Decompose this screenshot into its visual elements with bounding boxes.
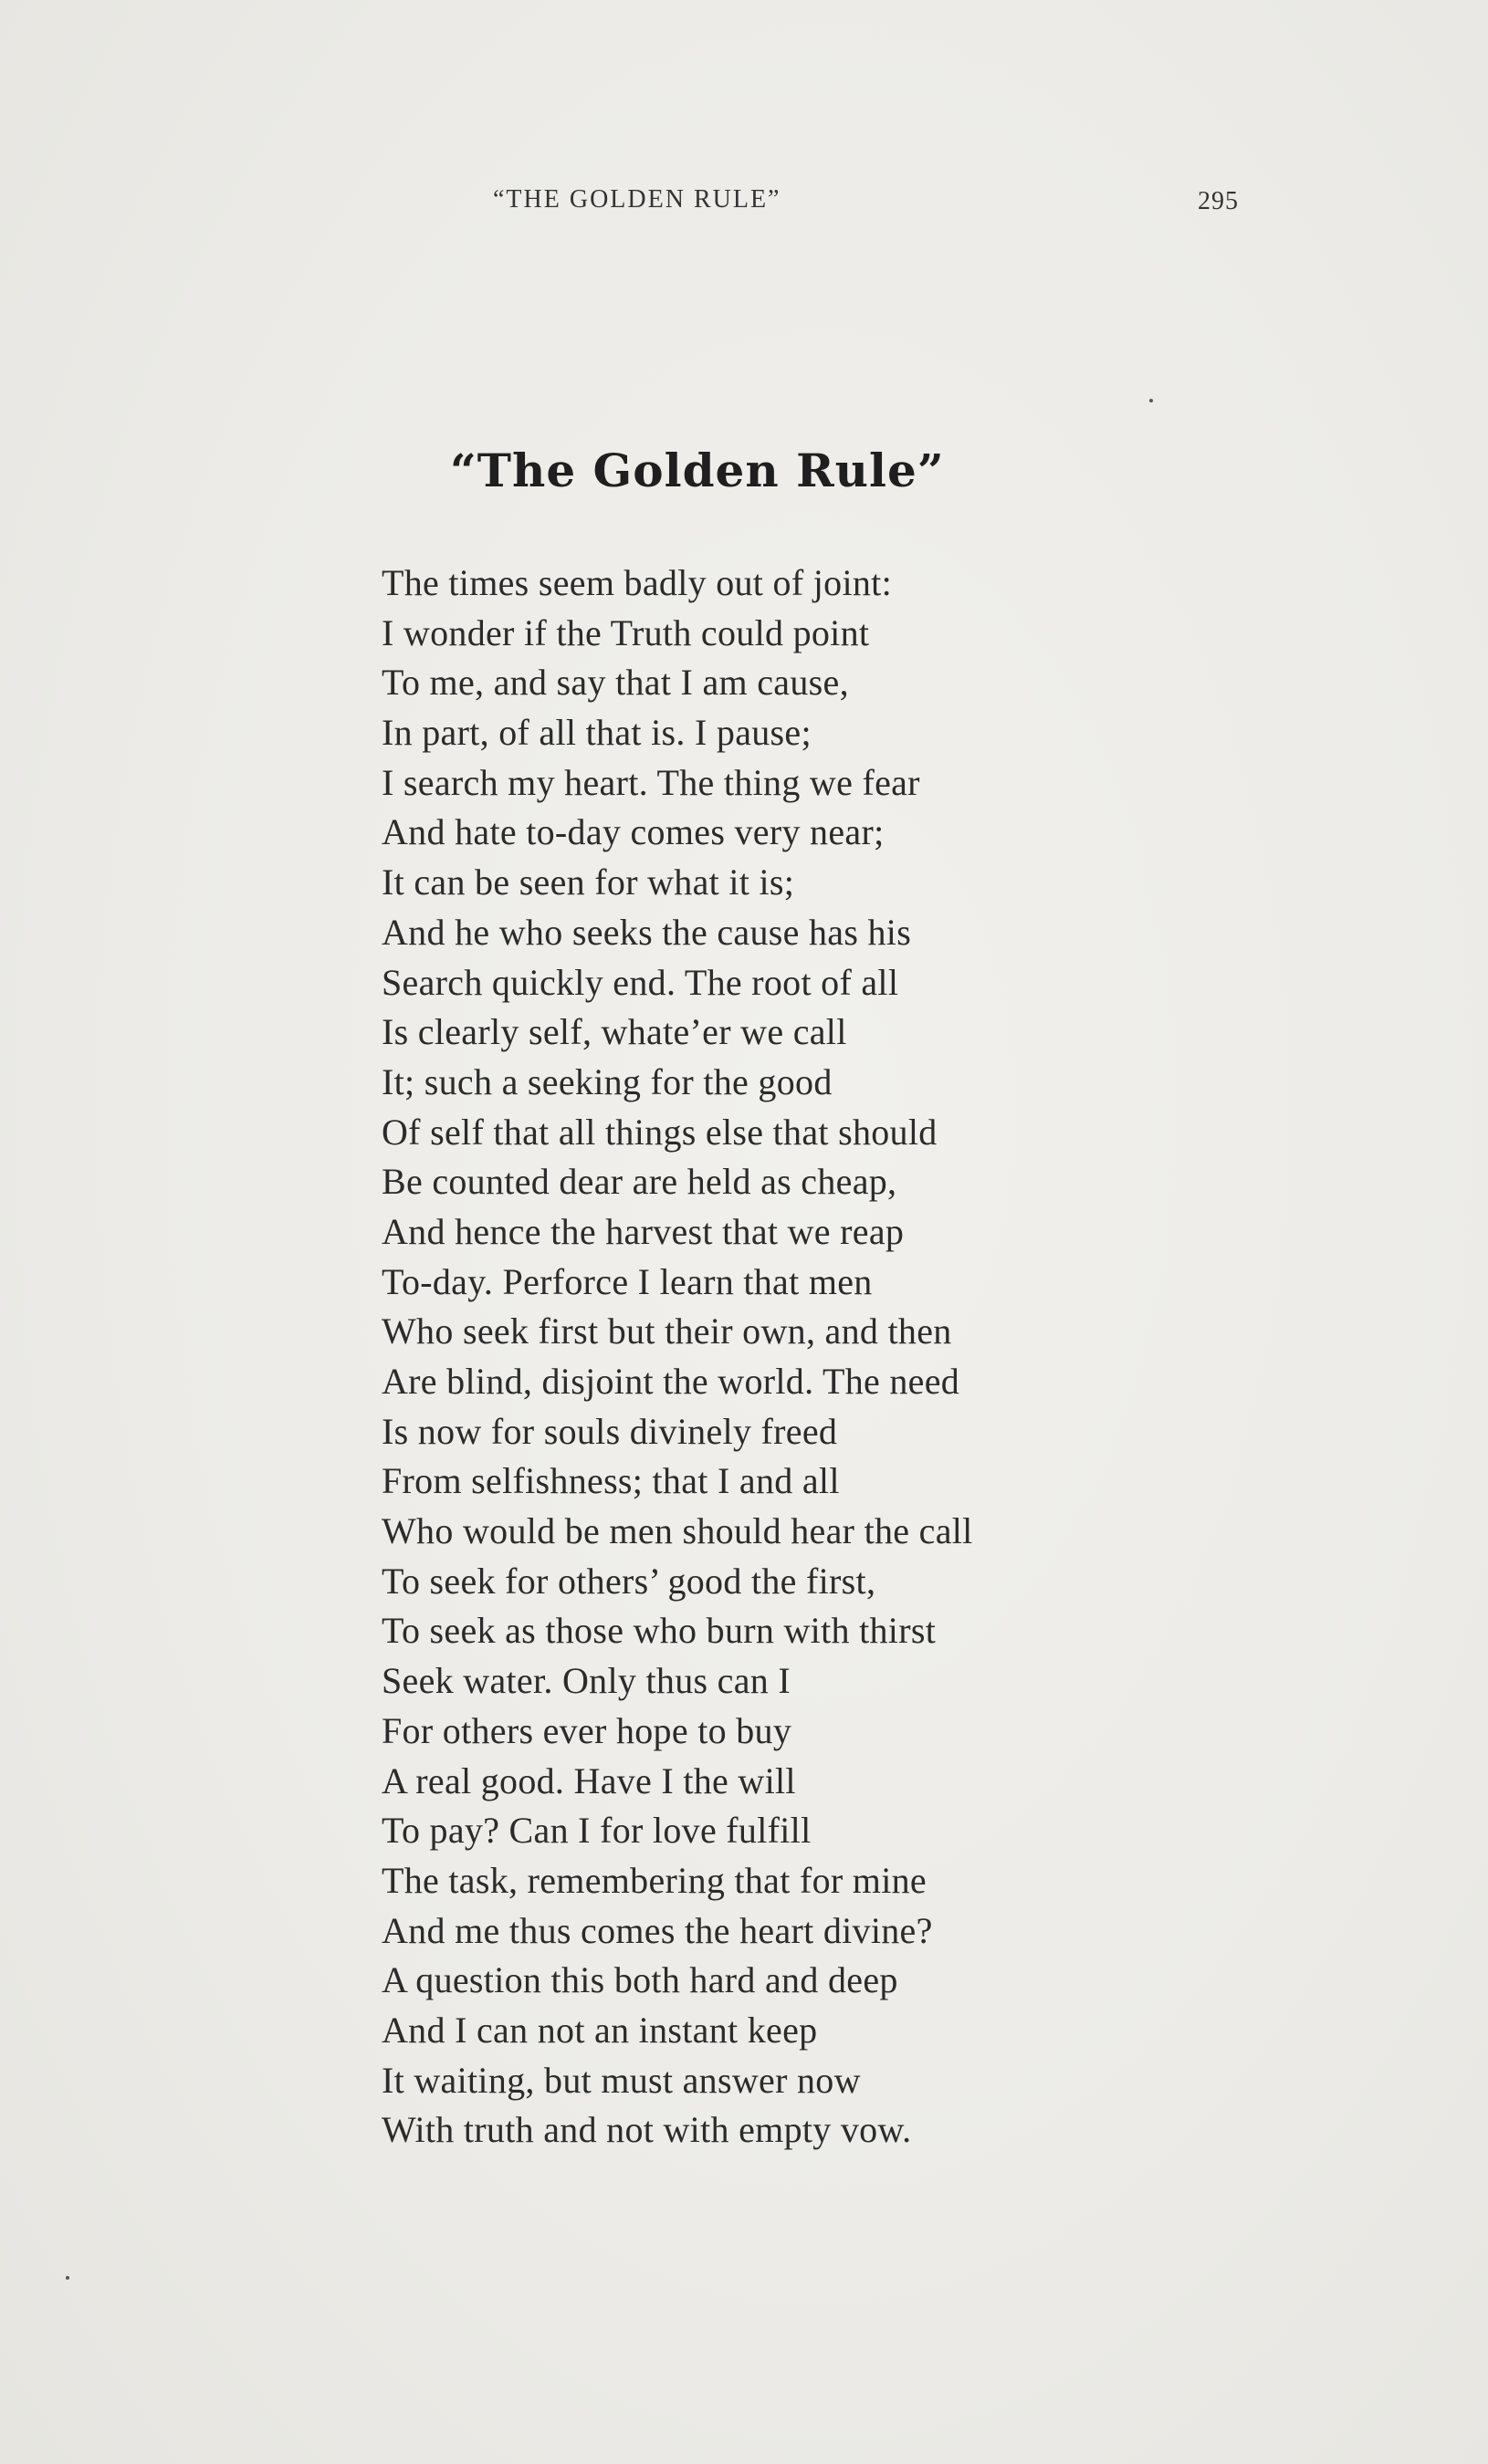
poem-line: I search my heart. The thing we fear [382, 761, 920, 803]
poem-line: Are blind, disjoint the world. The need [382, 1361, 960, 1402]
poem-line: Search quickly end. The root of all [382, 961, 899, 1003]
poem-line: Be counted dear are held as cheap, [382, 1161, 897, 1203]
poem-line: For others ever hope to buy [382, 1709, 792, 1751]
poem-line: Who would be men should hear the call [382, 1510, 973, 1552]
poem-line: And hence the harvest that we reap [382, 1210, 905, 1252]
poem-line: To-day. Perforce I learn that men [382, 1260, 873, 1302]
poem-line: Who seek first but their own, and then [382, 1310, 952, 1352]
poem-line: To seek for others’ good the first, [382, 1560, 876, 1602]
poem-line: To seek as those who burn with thirst [382, 1610, 937, 1652]
poem-line: The times seem badly out of joint: [382, 562, 892, 603]
paper-speck [1149, 399, 1153, 402]
poem-line: Is clearly self, whate’er we call [382, 1011, 847, 1053]
poem-line: To me, and say that I am cause, [382, 662, 849, 704]
paper-speck [66, 2276, 69, 2280]
poem-line: From selfishness; that I and all [382, 1460, 840, 1502]
poem-line: And I can not an instant keep [382, 2009, 818, 2051]
poem-line: And he who seeks the cause has his [382, 911, 912, 953]
poem-line: It waiting, but must answer now [382, 2059, 861, 2101]
poem-line: A question this both hard and deep [382, 1959, 898, 2001]
running-title: “THE GOLDEN RULE” [493, 185, 781, 214]
poem-line: Is now for souls divinely freed [382, 1410, 838, 1452]
poem-line: A real good. Have I the will [382, 1759, 796, 1801]
poem-line: To pay? Can I for love fulfill [382, 1810, 812, 1852]
poem-line: With truth and not with empty vow. [382, 2109, 912, 2151]
poem-line: Of self that all things else that should [382, 1111, 938, 1153]
poem-title: “The Golden Rule” [450, 444, 945, 497]
page-number: 295 [1198, 187, 1239, 215]
poem-line: I wonder if the Truth could point [382, 611, 870, 653]
poem-line: In part, of all that is. I pause; [382, 712, 812, 754]
poem-line: Seek water. Only thus can I [382, 1660, 791, 1702]
poem-line: And hate to-day comes very near; [382, 811, 885, 853]
poem-body [382, 559, 1203, 2156]
running-head [0, 185, 1488, 222]
poem-line: And me thus comes the heart divine? [382, 1909, 933, 1951]
poem-line: It can be seen for what it is; [382, 861, 795, 903]
poem-line: The task, remembering that for mine [382, 1859, 927, 1901]
poem-line: It; such a seeking for the good [382, 1060, 833, 1102]
